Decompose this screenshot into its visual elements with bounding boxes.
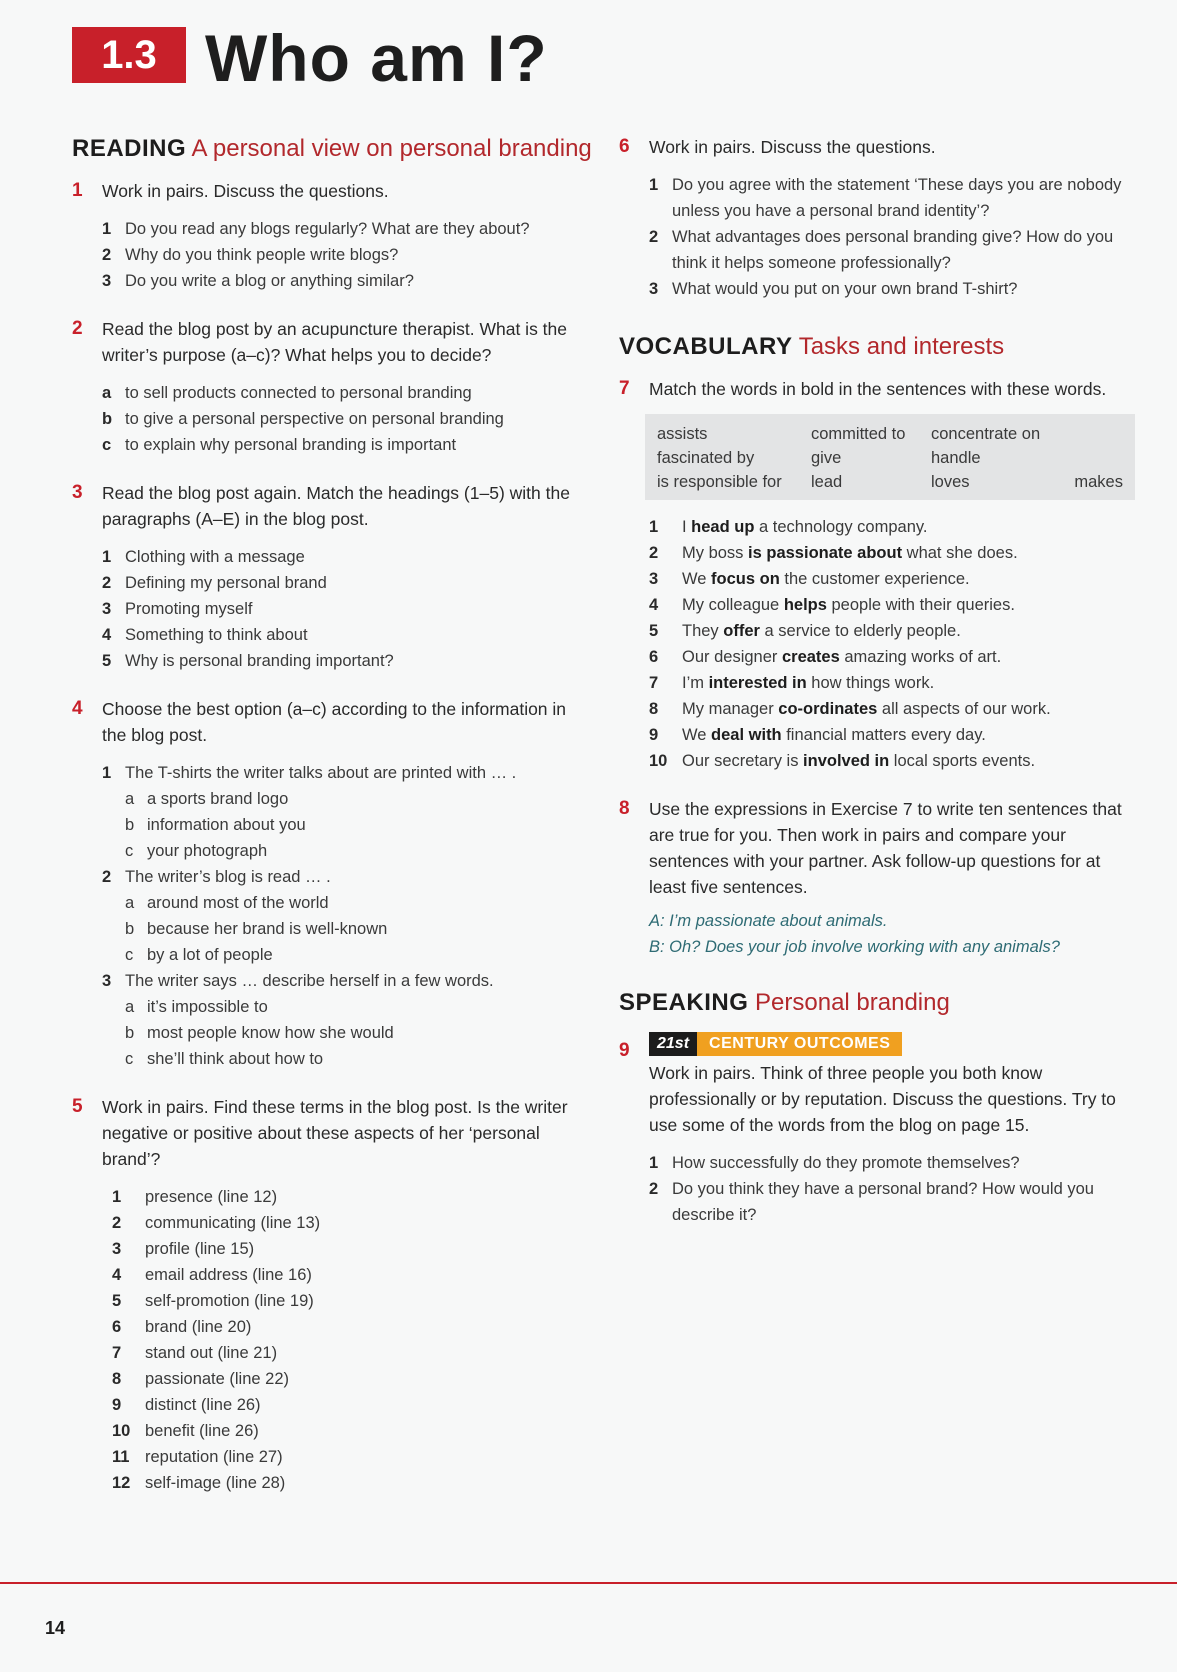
word: concentrate on <box>931 425 1041 443</box>
exercise-number: 5 <box>72 1096 83 1117</box>
exercise-5 <box>72 1094 592 1496</box>
exercise-4 <box>72 696 592 1072</box>
exercise-number: 3 <box>72 482 83 503</box>
speaking-subtitle: Personal branding <box>755 989 950 1016</box>
word: loves <box>931 473 970 491</box>
sentence-item: 1 I head up a technology company. <box>649 518 928 536</box>
speaking-keyword: SPEAKING <box>619 989 749 1016</box>
list-item: 5 Why is personal branding important? <box>102 652 394 670</box>
list-item: 6 brand (line 20) <box>112 1318 252 1336</box>
exercise-instruction: Read the blog post again. Match the headings (1–5) with the paragraphs (A–E) in the blog post. <box>102 483 570 529</box>
sentence-item: 7 I’m interested in how things work. <box>649 674 935 692</box>
badge-century-outcomes: CENTURY OUTCOMES <box>697 1032 902 1056</box>
sentence-item: 6 Our designer creates amazing works of art. <box>649 648 1002 666</box>
option-item: c she’ll think about how to <box>125 1050 324 1068</box>
sentence-item: 2 My boss is passionate about what she does. <box>649 544 1018 562</box>
exercise-6 <box>619 134 1139 302</box>
list-item: 2 Defining my personal brand <box>102 574 327 592</box>
speaking-heading <box>619 988 1139 1018</box>
word: lead <box>811 473 843 491</box>
list-item: 1 presence (line 12) <box>112 1188 278 1206</box>
exercise-number: 1 <box>72 180 83 201</box>
exercise-number: 9 <box>619 1040 630 1061</box>
sentence-item: 10 Our secretary is involved in local sports events. <box>649 752 1036 770</box>
exercise-number: 2 <box>72 318 83 339</box>
exercise-number: 8 <box>619 798 630 819</box>
word: committed to <box>811 425 906 443</box>
exercise-instruction: Read the blog post by an acupuncture therapist. What is the writer’s purpose (a–c)? What helps you to decide? <box>102 319 568 365</box>
option-item: a a sports brand logo <box>125 790 289 808</box>
word-box <box>645 414 1135 500</box>
list-item: 8 passionate (line 22) <box>112 1370 290 1388</box>
list-item: 7 stand out (line 21) <box>112 1344 278 1362</box>
vocabulary-subtitle: Tasks and interests <box>798 333 1005 360</box>
word <box>1065 446 1123 470</box>
list-item: 4 Something to think about <box>102 626 308 644</box>
word <box>1065 422 1123 446</box>
list-item: 2 Why do you think people write blogs? <box>102 246 399 264</box>
question-item: 3 The writer says … describe herself in a few words. <box>102 972 494 990</box>
vocabulary-heading <box>619 332 1139 362</box>
word: makes <box>1074 473 1123 491</box>
exercise-3 <box>72 480 592 674</box>
unit-title: Who am I? <box>205 21 548 95</box>
exercise-instruction: Work in pairs. Find these terms in the blog post. Is the writer negative or positive about these aspects of her ‘personal brand’? <box>102 1097 568 1169</box>
option-item: a around most of the world <box>125 894 329 912</box>
list-item: 3 What would you put on your own brand T-shirt? <box>649 280 1018 298</box>
sentence-item: 9 We deal with financial matters every day. <box>649 726 986 744</box>
reading-subtitle: A personal view on personal branding <box>191 135 592 162</box>
list-item: 4 email address (line 16) <box>112 1266 312 1284</box>
list-item: 1 Clothing with a message <box>102 548 305 566</box>
list-item: 1 Do you agree with the statement ‘These days you are nobody unless you have a personal brand identity’? <box>649 176 1122 220</box>
list-item: 10 benefit (line 26) <box>112 1422 259 1440</box>
list-item: 3 Do you write a blog or anything similar? <box>102 272 414 290</box>
option-item: a it’s impossible to <box>125 998 268 1016</box>
question-item: 2 The writer’s blog is read … . <box>102 868 331 886</box>
sample-dialogue-b: B: Oh? Does your job involve working with any animals? <box>649 938 1060 956</box>
exercise-instruction: Work in pairs. Think of three people you both know professionally or by reputation. Discuss the questions. Try to use some of the words from the blog on page 15. <box>649 1063 1116 1135</box>
list-item: 5 self-promotion (line 19) <box>112 1292 314 1310</box>
unit-number-badge: 1.3 <box>72 27 186 83</box>
footer-rule <box>0 1582 1177 1584</box>
badge-21st: 21st <box>649 1032 697 1056</box>
list-item: 12 self-image (line 28) <box>112 1474 286 1492</box>
list-item: c to explain why personal branding is important <box>102 436 457 454</box>
exercise-8 <box>619 796 1139 960</box>
list-item: 2 What advantages does personal branding give? How do you think it helps someone professionally? <box>649 228 1114 272</box>
option-item: c your photograph <box>125 842 268 860</box>
list-item: 3 Promoting myself <box>102 600 253 618</box>
sentence-item: 5 They offer a service to elderly people. <box>649 622 961 640</box>
list-item: 1 How successfully do they promote themselves? <box>649 1154 1020 1172</box>
list-item: b to give a personal perspective on personal branding <box>102 410 504 428</box>
exercise-instruction: Work in pairs. Discuss the questions. <box>649 137 936 157</box>
vocabulary-keyword: VOCABULARY <box>619 333 793 360</box>
exercise-7 <box>619 376 1139 774</box>
question-item: 1 The T-shirts the writer talks about are printed with … . <box>102 764 517 782</box>
list-item: 1 Do you read any blogs regularly? What are they about? <box>102 220 530 238</box>
page-number: 14 <box>45 1618 66 1638</box>
word: assists <box>657 425 708 443</box>
exercise-number: 6 <box>619 136 630 157</box>
word: is responsible for <box>657 473 782 491</box>
sample-dialogue-a: A: I’m passionate about animals. <box>649 912 888 930</box>
exercise-instruction: Match the words in bold in the sentences with these words. <box>649 379 1107 399</box>
option-item: b because her brand is well-known <box>125 920 388 938</box>
sentence-item: 4 My colleague helps people with their queries. <box>649 596 1015 614</box>
list-item: 2 communicating (line 13) <box>112 1214 321 1232</box>
exercise-9 <box>619 1032 1139 1228</box>
option-item: b information about you <box>125 816 306 834</box>
exercise-2 <box>72 316 592 458</box>
century-outcomes-badge <box>649 1032 902 1056</box>
list-item: a to sell products connected to personal branding <box>102 384 472 402</box>
exercise-number: 7 <box>619 378 630 399</box>
list-item: 3 profile (line 15) <box>112 1240 255 1258</box>
sentence-item: 3 We focus on the customer experience. <box>649 570 970 588</box>
list-item: 2 Do you think they have a personal brand? How would you describe it? <box>649 1180 1094 1224</box>
exercise-instruction: Work in pairs. Discuss the questions. <box>102 181 389 201</box>
exercise-number: 4 <box>72 698 83 719</box>
sentence-item: 8 My manager co-ordinates all aspects of our work. <box>649 700 1051 718</box>
exercise-instruction: Choose the best option (a–c) according to the information in the blog post. <box>102 699 567 745</box>
option-item: b most people know how she would <box>125 1024 394 1042</box>
reading-heading <box>72 134 592 164</box>
option-item: c by a lot of people <box>125 946 273 964</box>
right-column <box>619 134 1139 1250</box>
exercise-1 <box>72 178 592 294</box>
list-item: 11 reputation (line 27) <box>112 1448 283 1466</box>
word: fascinated by <box>657 449 755 467</box>
exercise-instruction: Use the expressions in Exercise 7 to write ten sentences that are true for you. Then work in pairs and compare your sentences with your partner. Ask follow-up questions for at least five sentences. <box>649 799 1122 897</box>
word: give <box>811 449 842 467</box>
reading-keyword: READING <box>72 135 187 162</box>
left-column <box>72 134 592 1518</box>
list-item: 9 distinct (line 26) <box>112 1396 261 1414</box>
word: handle <box>931 449 981 467</box>
